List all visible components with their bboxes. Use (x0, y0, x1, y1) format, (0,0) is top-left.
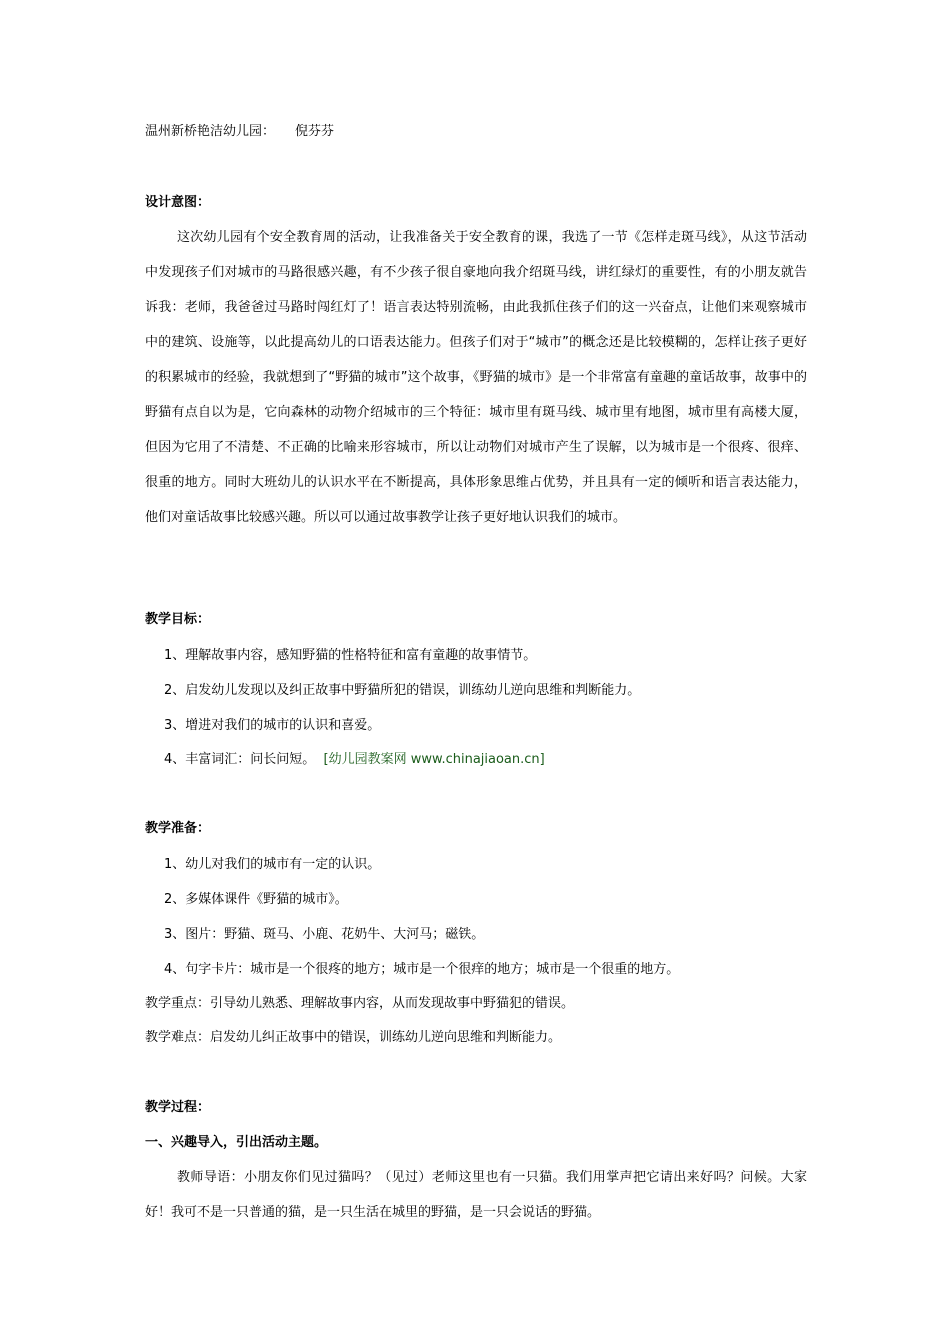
teaching-focus: 教学重点：引导幼儿熟悉、理解故事内容，从而发现故事中野猫犯的错误。 (145, 996, 575, 1011)
teaching-difficulty: 教学难点：启发幼儿纠正故事中的错误，训练幼儿逆向思维和判断能力。 (145, 1030, 562, 1045)
goal-item: 1、理解故事内容，感知野猫的性格特征和富有童趣的故事情节。 (164, 648, 537, 663)
preparation-item: 4、句字卡片：城市是一个很疼的地方；城市是一个很痒的地方；城市是一个很重的地方。 (164, 962, 680, 977)
goal-item: 3、增进对我们的城市的认识和喜爱。 (164, 718, 381, 733)
author-name: 倪芬芬 (295, 124, 335, 139)
goal-item-with-link (164, 750, 545, 770)
school-name: 温州新桥艳洁幼儿园： (145, 124, 276, 139)
goal-item: 2、启发幼儿发现以及纠正故事中野猫所犯的错误，训练幼儿逆向思维和判断能力。 (164, 683, 641, 698)
step1-title: 一、兴趣导入，引出活动主题。 (145, 1135, 328, 1150)
design-intent-heading: 设计意图： (145, 195, 211, 210)
design-intent-paragraph: 这次幼儿园有个安全教育周的活动，让我准备关于安全教育的课，我选了一节《怎样走斑马线》，从这节活动中发现孩子们对城市的马路很感兴趣，有不少孩子很自豪地向我介绍斑马线，讲红绿灯的重要性，有的小朋友就告诉我：老师，我爸爸过马路时闯红灯了！语言表达特别流畅，由此我抓住孩子们的这一兴奋点，让他们来观察城市中的建筑、设施等，以此提高幼儿的口语表达能力。但孩子们对于“城市”的概念还是比较模糊的，怎样让孩子更好的积累城市的经验，我就想到了“野猫的城市”这个故事，《野猫的城市》是一个非常富有童趣的童话故事，故事中的野猫有点自以为是，它向森林的动物介绍城市的三个特征：城市里有斑马线、城市里有地图，城市里有高楼大厦，但因为它用了不清楚、不正确的比喻来形容城市，所以让动物们对城市产生了误解，以为城市是一个很疼、很痒、很重的地方。同时大班幼儿的认识水平在不断提高，具体形象思维占优势，并且具有一定的倾听和语言表达能力，他们对童话故事比较感兴趣。所以可以通过故事教学让孩子更好地认识我们的城市。 (145, 230, 807, 525)
preparation-item: 3、图片：野猫、斑马、小鹿、花奶牛、大河马；磁铁。 (164, 927, 485, 942)
step1-paragraph: 教师导语：小朋友你们见过猫吗？（见过）老师这里也有一只猫。我们用掌声把它请出来好吗？问候。大家好！我可不是一只普通的猫，是一只生活在城里的野猫，是一只会说话的野猫。 (145, 1170, 807, 1220)
author-line (145, 122, 334, 142)
preparation-item: 1、幼儿对我们的城市有一定的认识。 (164, 857, 381, 872)
source-link[interactable]: [幼儿园教案网 www.chinajiaoan.cn] (323, 752, 545, 767)
process-heading: 教学过程： (145, 1100, 211, 1115)
preparation-item: 2、多媒体课件《野猫的城市》。 (164, 892, 348, 907)
goal-item-text: 4、丰富词汇：问长问短。 (164, 752, 316, 767)
preparation-heading: 教学准备： (145, 821, 211, 836)
goals-heading: 教学目标： (145, 612, 211, 627)
